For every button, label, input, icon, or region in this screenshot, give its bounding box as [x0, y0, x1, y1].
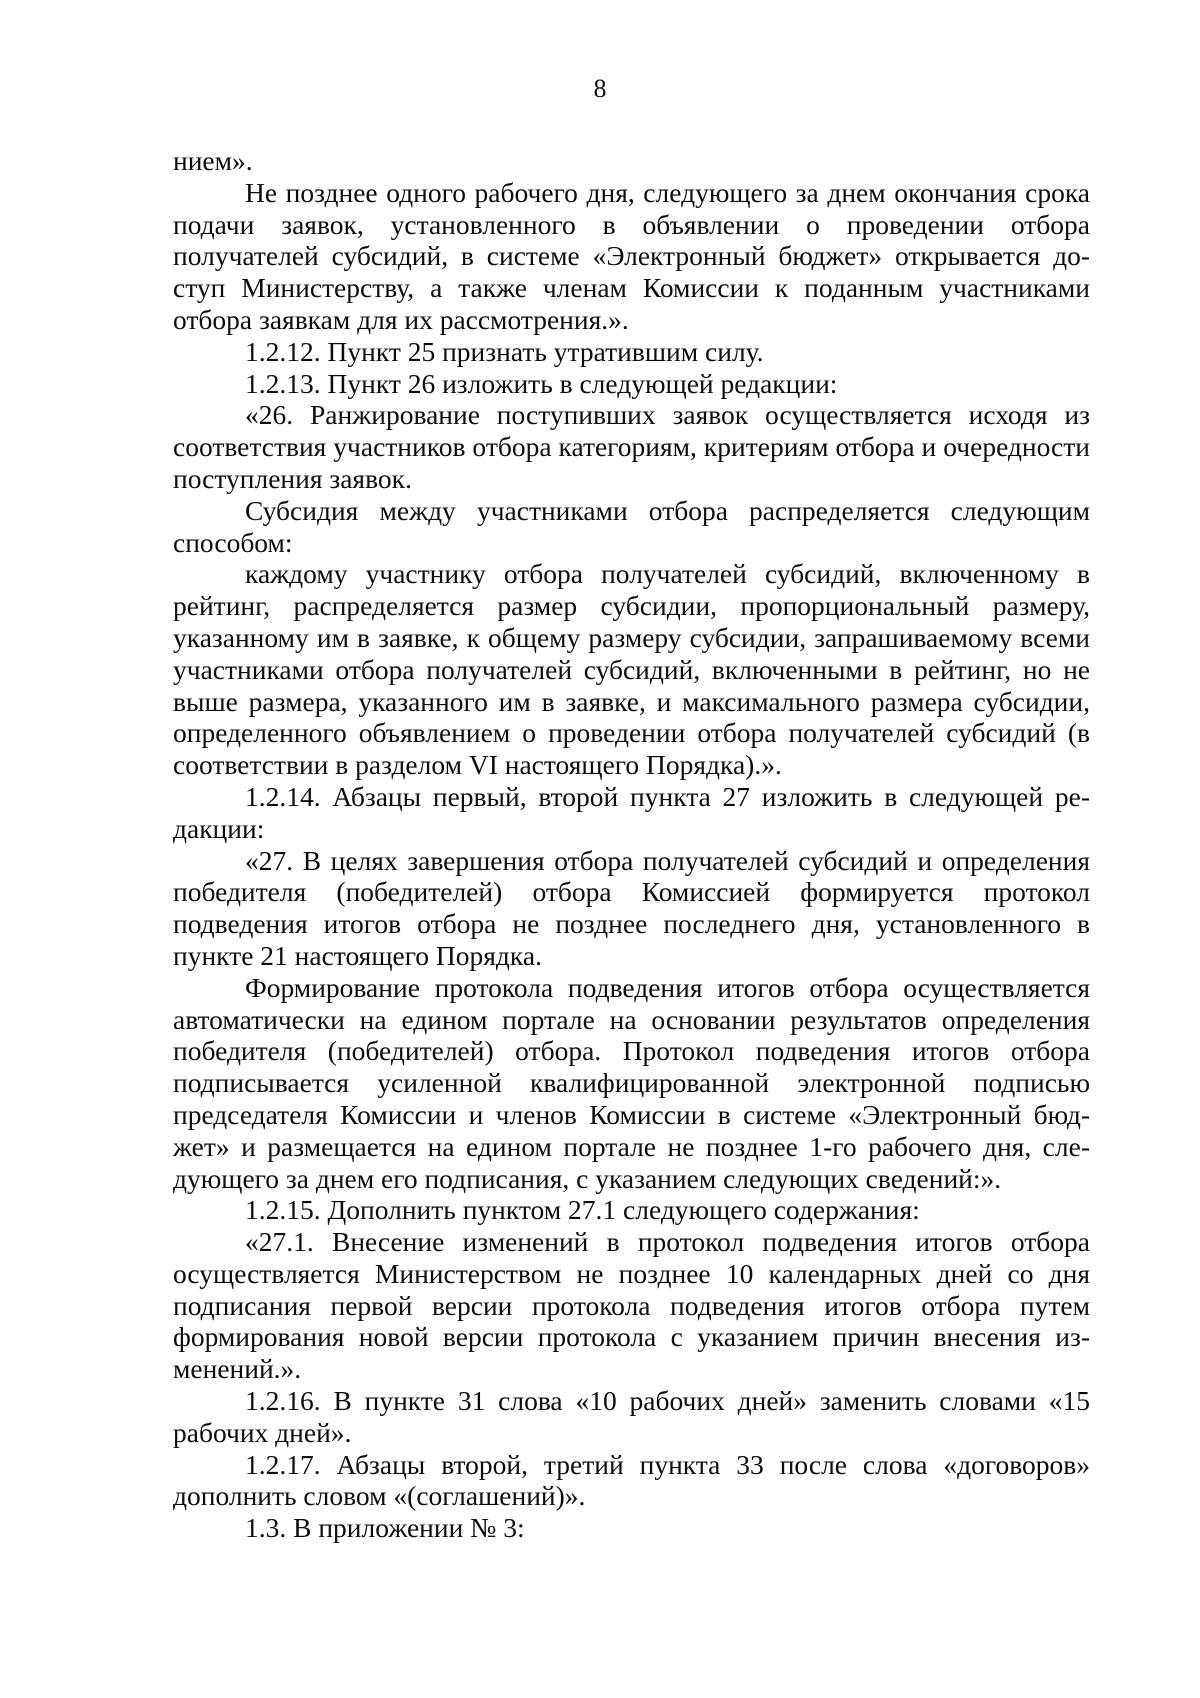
- document-body: [173, 145, 1090, 1544]
- paragraph-1-2-14: 1.2.14. Абзацы первый, второй пункта 27 изложить в следующей редакции:: [173, 780, 1090, 844]
- paragraph-rating-distribution: каждому участнику отбора получателей субсидий, включенному в рейтинг, распределяется размер субсидии, пропорциональный размеру, указанному им в заявке, к общему размеру субсидии, запрашиваемому всеми участниками отбора получателей субсидий, включенными в рейтинг, но не выше размера, указанного им в заявке, и максимального размера субсидии, определенного объявлением о проведении отбора получателей субсидий (в соответствии в разделом VI настоящего Порядка).».: [173, 558, 1090, 781]
- paragraph-protocol-formation: Формирование протокола подведения итогов отбора осуществляется автоматически на едином портале на основании результатов определения победителя (победителей) отбора. Протокол подведения итогов отбора подписывается усиленной квалифицированной электронной подписью председателя Комиссии и членов Комиссии в системе «Электронный бюджет» и размещается на едином портале не позднее 1-го рабочего дня, следующего за днем его подписания, с указанием следующих сведений:».: [173, 971, 1090, 1194]
- paragraph-continuation: нием».: [173, 145, 253, 176]
- paragraph-1-2-17: 1.2.17. Абзацы второй, третий пункта 33 после слова «договоров» дополнить словом «(соглашений)».: [173, 1448, 1090, 1512]
- paragraph-1-2-12: 1.2.12. Пункт 25 признать утратившим силу.: [245, 335, 764, 367]
- paragraph-subsidy-distribution: Субсидия между участниками отбора распределяется следующим способом:: [173, 494, 1090, 558]
- paragraph-application-access: Не позднее одного рабочего дня, следующего за днем окончания срока подачи заявок, установленного в объявлении о проведении отбора получателей субсидий, в системе «Электронный бюджет» открывается доступ Министерству, а также членам Комиссии к поданным участниками отбора заявкам для их рассмотрения.».: [173, 176, 1090, 335]
- page-number: 8: [593, 74, 607, 103]
- paragraph-1-3: 1.3. В приложении № 3:: [245, 1512, 525, 1544]
- paragraph-1-2-16: 1.2.16. В пункте 31 слова «10 рабочих дней» заменить словами «15 рабочих дней».: [173, 1385, 1090, 1448]
- paragraph-point-27: «27. В целях завершения отбора получателей субсидий и определения победителя (победителей) отбора Комиссией формируется протокол подведения итогов отбора не позднее последнего дня, установленного в пункте 21 настоящего Порядка.: [173, 844, 1090, 971]
- paragraph-point-27-1: «27.1. Внесение изменений в протокол подведения итогов отбора осуществляется Министерством не позднее 10 календарных дней со дня подписания первой версии протокола подведения итогов отбора путем формирования новой версии протокола с указанием причин внесения изменений.».: [173, 1226, 1090, 1385]
- paragraph-1-2-13: 1.2.13. Пункт 26 изложить в следующей редакции:: [245, 367, 838, 399]
- paragraph-point-26: «26. Ранжирование поступивших заявок осуществляется исходя из соответствия участников отбора категориям, критериям отбора и очередности поступления заявок.: [173, 399, 1090, 494]
- paragraph-1-2-15: 1.2.15. Дополнить пунктом 27.1 следующего содержания:: [245, 1194, 920, 1226]
